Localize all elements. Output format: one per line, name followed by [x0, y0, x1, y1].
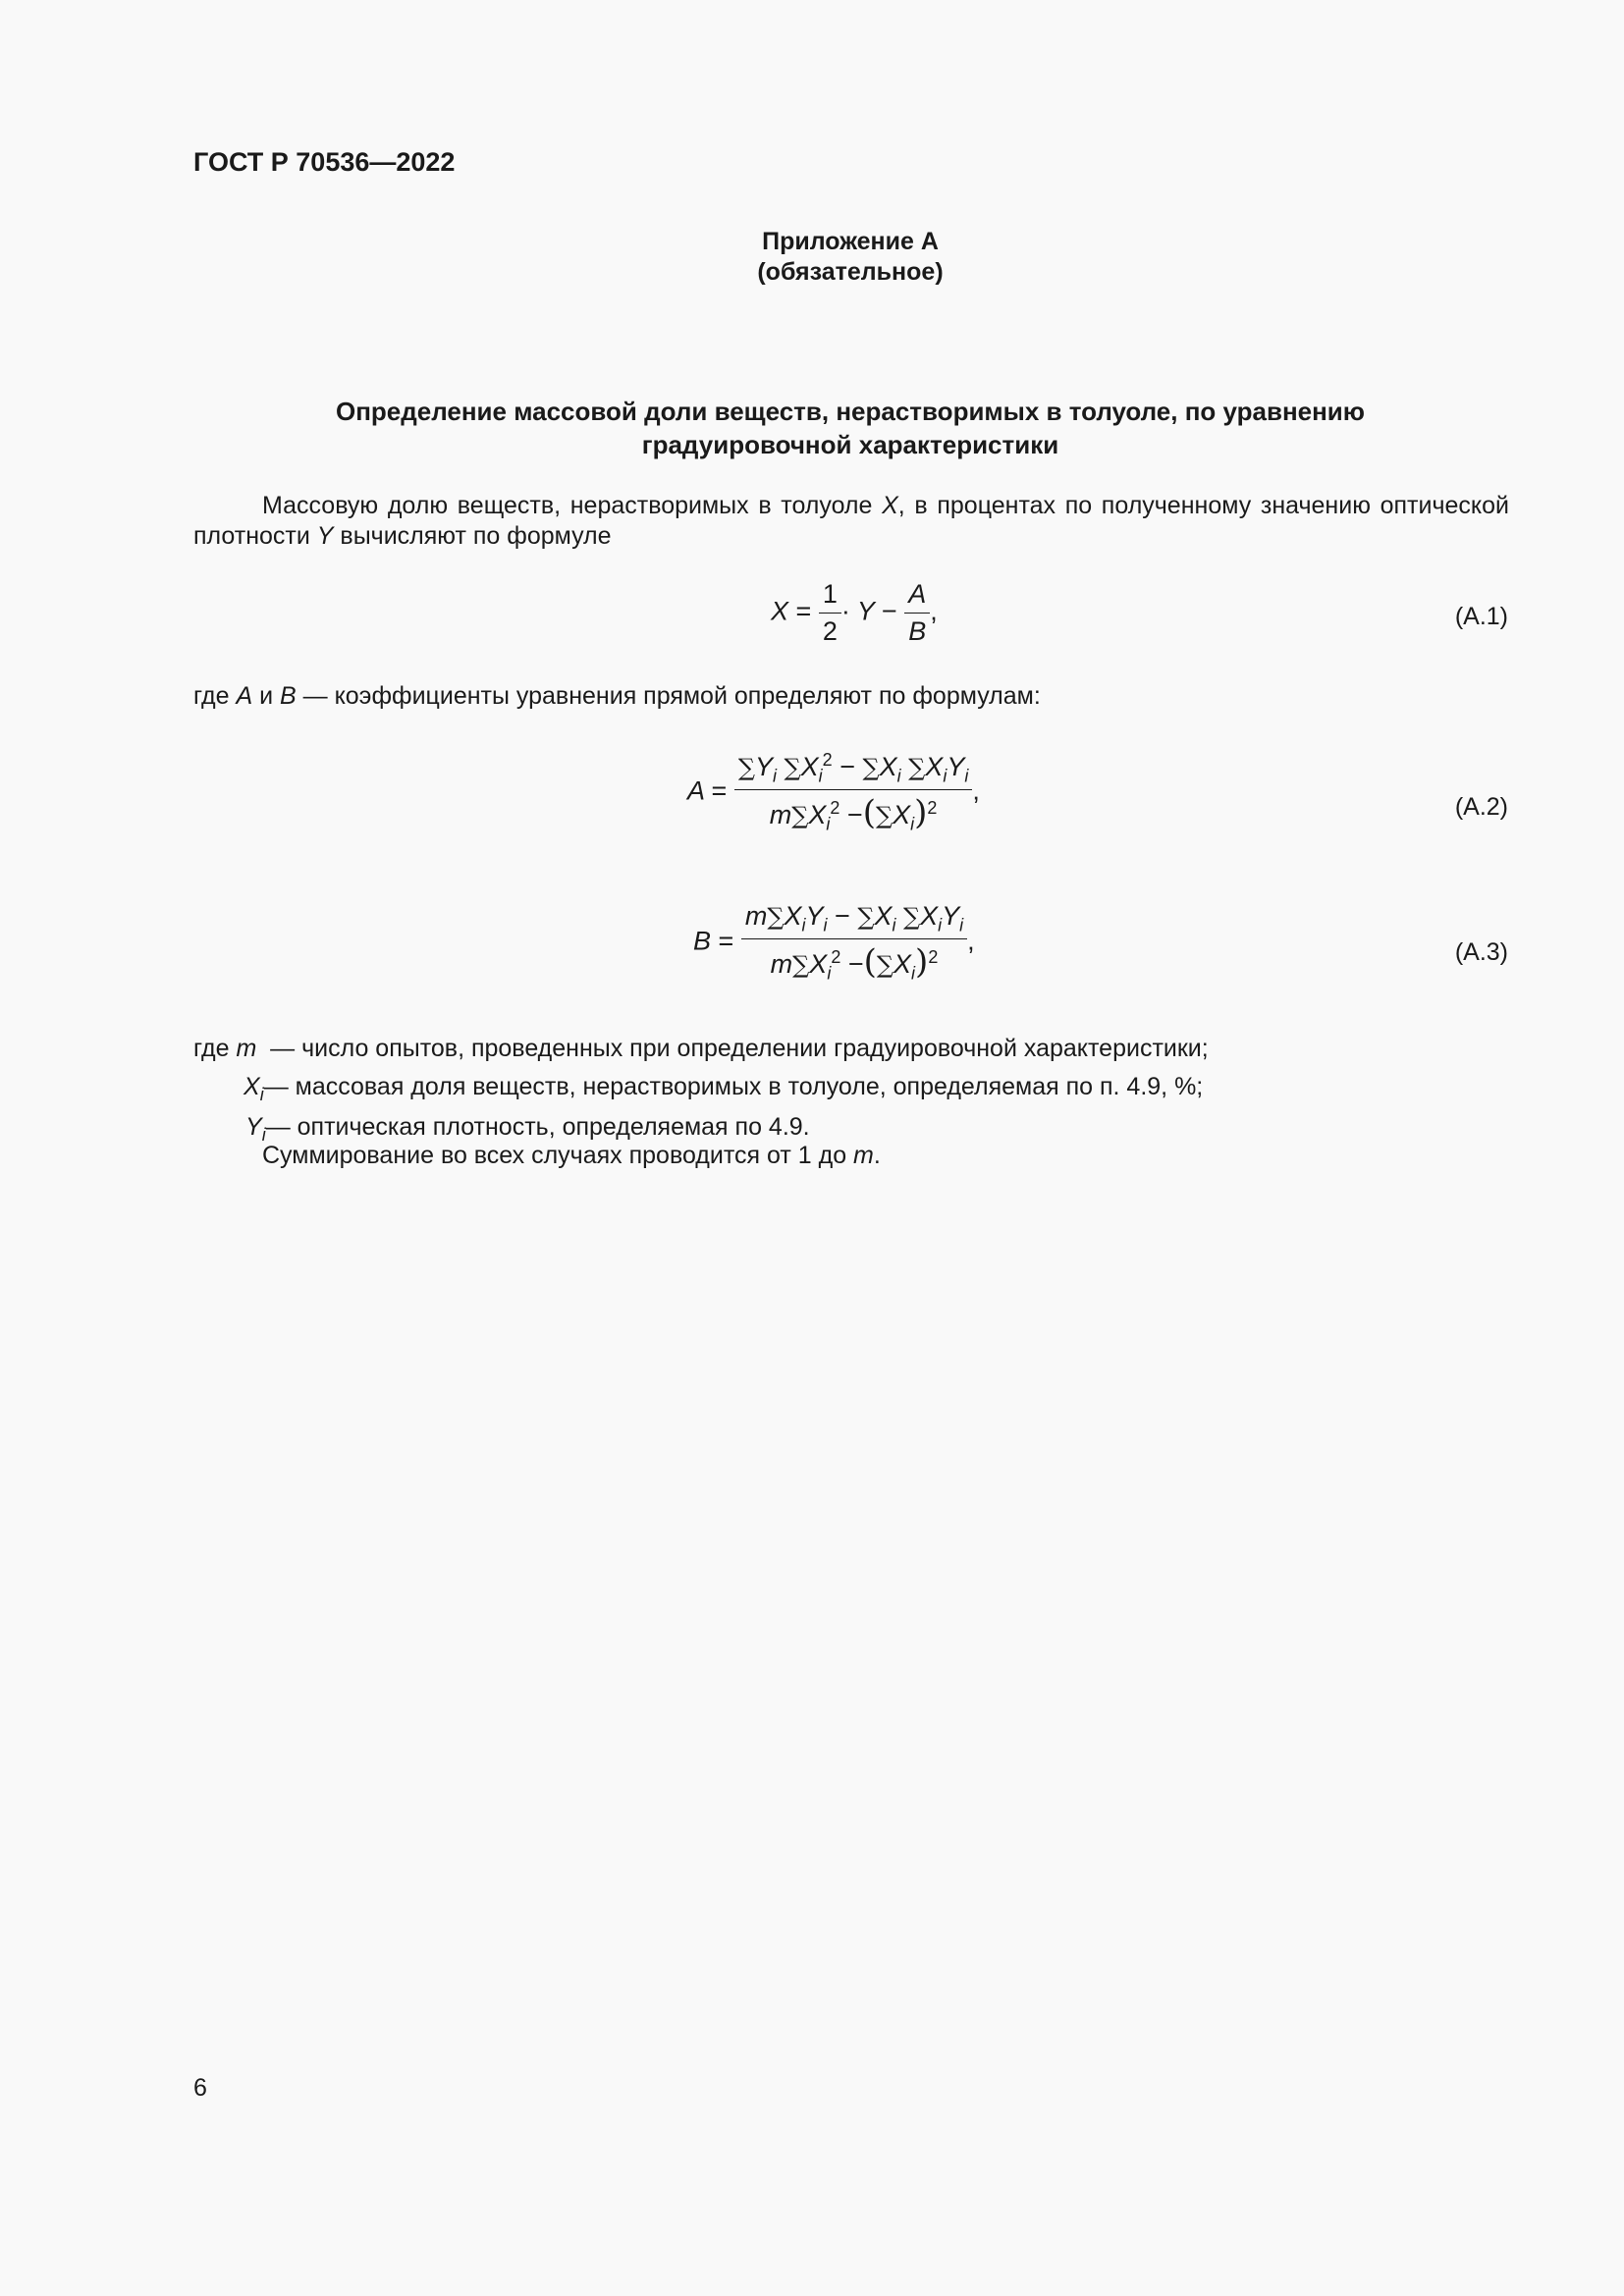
formula-a1-equals: =: [795, 596, 812, 626]
formula-a1-minus: −: [881, 596, 897, 626]
summation-var: m: [853, 1142, 874, 1169]
legend-xi-text: — массовая доля веществ, нерастворимых в толуоле, определяемая по п. 4.9, %;: [263, 1073, 1204, 1100]
formula-a1-numerator-one: 1: [819, 579, 841, 614]
summation-note: [262, 1142, 881, 1170]
annex-title: Приложение А: [762, 228, 939, 255]
formula-a1-fraction-ab: [904, 579, 930, 647]
intro-paragraph: [193, 491, 1509, 552]
formula-a3-lhs: B: [693, 926, 712, 956]
formula-a1-comma: ,: [930, 596, 938, 626]
legend-yi-text: — оптическая плотность, определяемая по 4.9.: [265, 1113, 810, 1141]
intro-text-2: , в процентах по полученному значению оптической плотности: [193, 492, 1509, 550]
formula-a2: A = $\frac{\sum Y_i \sum X_i^2 - \sum X_i \sum X_iY_i}{m\sum X_i^2 -(\sum X_i)^2}$ ,: [687, 750, 980, 834]
formula-a1-y: Y: [856, 596, 875, 626]
legend-xi: [244, 1073, 1203, 1105]
formula-a1-fraction-half: [819, 579, 841, 647]
legend-yi-var: Y: [245, 1113, 262, 1141]
intro-var-x: X: [882, 492, 898, 519]
intro-var-y: Y: [316, 522, 334, 550]
formula-a1-denominator-b: B: [908, 616, 927, 646]
legend-prefix: где: [193, 1035, 237, 1062]
legend-xi-sub: i: [259, 1085, 264, 1104]
document-code: ГОСТ Р 70536—2022: [193, 147, 456, 177]
formula-a2-lhs: A: [687, 775, 705, 806]
formula-a2-denominator: $m\sum X_i^2 -(\sum X_i)^2$: [769, 793, 938, 834]
formula-a2-numerator: $\sum Y_i$ $\sum X_i^2 - \sum X_i$ $\sum X_iY_i$: [734, 750, 973, 790]
intro-text-3: вычисляют по формуле: [333, 522, 612, 550]
legend-m-var: m: [236, 1035, 257, 1062]
equation-number-a1: (А.1): [1454, 603, 1508, 630]
where-var-a: A: [236, 682, 253, 710]
equation-number-a3: (А.3): [1454, 938, 1508, 966]
summation-text: Суммирование во всех случаях проводится от 1 до: [262, 1142, 854, 1169]
intro-text-1: Массовую долю веществ, нерастворимых в толуоле: [262, 492, 883, 519]
page-number: 6: [193, 2074, 207, 2102]
legend-m: [193, 1035, 1209, 1063]
summation-end: .: [873, 1142, 881, 1169]
formula-a1-lhs: X: [771, 596, 789, 626]
where-var-b: B: [279, 682, 297, 710]
formula-a3: B = $\frac{m\sum X_iY_i - \sum X_i \sum X_iY_i}{m\sum X_i^2 -(\sum X_i)^2}$ ,: [693, 901, 975, 984]
coefficients-intro: [193, 681, 1509, 712]
legend-yi-sub: i: [261, 1125, 266, 1145]
formula-a1-dot: ·: [840, 596, 850, 626]
formula-a1-numerator-a: A: [904, 579, 930, 614]
equation-number-a2: (А.2): [1454, 793, 1508, 821]
section-title-line2: градуировочной характеристики: [641, 430, 1059, 459]
section-title-line1: Определение массовой доли веществ, нерастворимых в толуоле, по уравнению: [335, 397, 1365, 426]
formula-a2-fraction: [734, 750, 973, 835]
formula-a1-denominator-two: 2: [822, 616, 838, 646]
formula-a3-denominator: $m\sum X_i^2 -(\sum X_i)^2$: [770, 942, 939, 984]
formula-a3-fraction: [741, 901, 967, 985]
formula-a1: [771, 579, 938, 647]
annex-status: (обязательное): [757, 258, 944, 286]
where-text-2: — коэффициенты уравнения прямой определяют по формулам:: [296, 682, 1041, 710]
where-text-1: где: [193, 682, 237, 710]
legend-xi-var: X: [244, 1073, 260, 1100]
formula-a3-numerator: $m\sum X_iY_i - \sum X_i$ $\sum X_iY_i$: [741, 901, 967, 939]
where-text-and: и: [252, 682, 280, 710]
legend-m-text: — число опытов, проведенных при определении градуировочной характеристики;: [256, 1035, 1209, 1062]
annex-heading: [0, 227, 1624, 288]
section-title: [0, 395, 1624, 461]
